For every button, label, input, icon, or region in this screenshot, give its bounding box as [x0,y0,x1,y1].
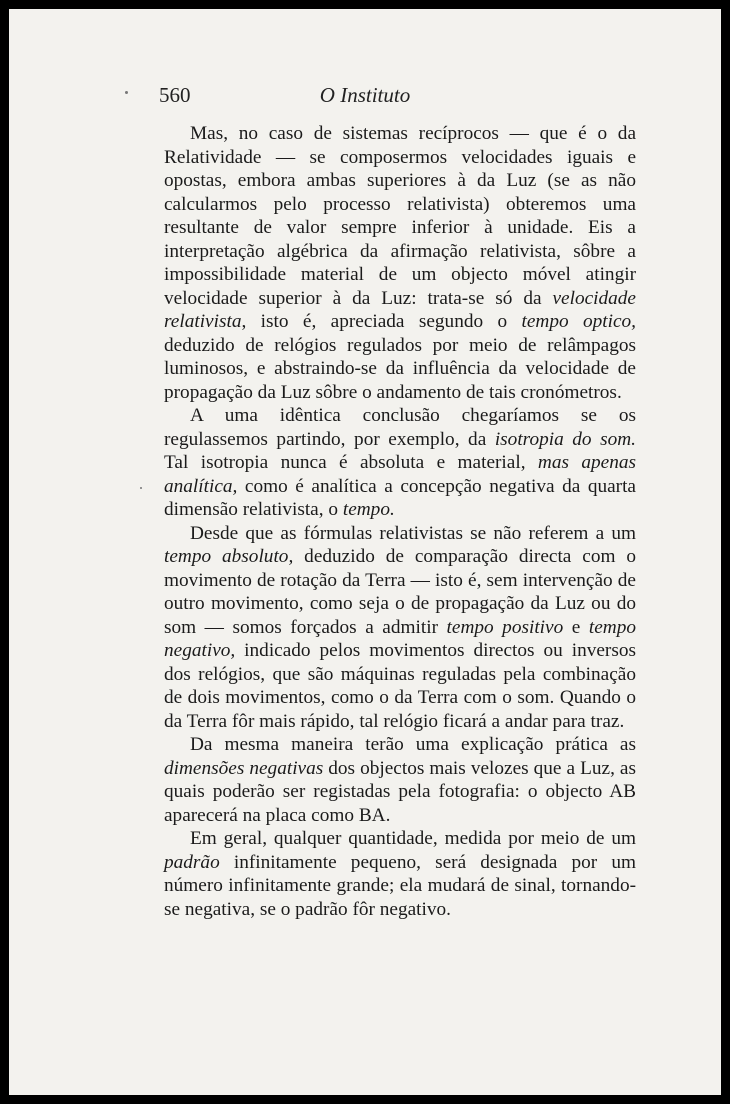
text-run: Tal isotropia nunca é absoluta e material, [164,452,538,473]
italic-phrase: mas apenas analítica, [164,452,636,497]
paragraph [164,122,636,404]
page-header [9,83,721,113]
running-title: O Instituto [319,83,411,107]
page-number: 560 [159,83,191,107]
text-run: infinitamente pequeno, será designada por um número infinitamente grande; ela mudará de sinal, tornando-se negativa, se o padrão fôr negativo. [164,851,636,920]
paper-speck [140,487,142,489]
text-run: indicado pelos movimentos directos ou inversos dos relógios, que são máquinas reguladas pela combinação de dois movimentos, como o da Terra com o som. Quando o da Terra fôr mais rápido, tal relógio ficará a andar para traz. [164,640,636,732]
text-run: Mas, no caso de sistemas recíprocos — que é o da Relatividade — se composermos velocidades iguais e opostas, embora ambas superiores à da Luz (se as não calcularmos pelo processo relativista) obteremos uma resultante de valor sempre inferior à unidade. Eis a interpretação algébrica da afirmação relativista, sôbre a impossibilidade material de um objecto móvel atingir velocidade superior à da Luz: trata-se só da [164,123,636,309]
text-run: Desde que as fórmulas relativistas se não referem a um [190,522,636,544]
italic-phrase: velocidade relativista [164,287,636,332]
italic-phrase: padrão [164,851,220,873]
book-page [9,9,721,1095]
text-run: e [563,616,589,638]
text-run: deduzido de relógios regulados por meio de relâmpagos luminosos, e abstraindo-se da influência da velocidade de propagação da Luz sôbre o andamento de tais cronómetros. [164,334,636,403]
text-run: , isto é, apreciada segundo o [241,311,522,332]
body-text [164,122,636,921]
text-run: dos objectos mais velozes que a Luz, as quais poderão ser registadas pela fotografia: o objecto AB aparecerá na placa como BA. [164,757,636,826]
italic-phrase: tempo. [342,499,395,520]
text-run: deduzido de comparação directa com o movimento de rotação da Terra — isto é, sem intervenção de outro movimento, como seja o de propagação da Luz ou do som — somos forçados a admitir [164,546,637,638]
text-run: Da mesma maneira terão uma explicação prática as [190,734,636,755]
text-run: A uma idêntica conclusão chegaríamos se os regulassemos partindo, por exemplo, da [164,405,636,450]
italic-phrase: tempo positivo [446,616,564,638]
italic-phrase: tempo optico, [521,311,636,332]
italic-phrase: tempo absoluto, [164,546,294,567]
paragraph [164,522,636,734]
paragraph [164,733,636,827]
italic-phrase: tempo negativo, [164,616,636,661]
text-run: como é analítica a concepção negativa da quarta dimensão relativista, o [164,475,636,520]
paragraph [164,404,636,522]
text-run: Em geral, qualquer quantidade, medida por meio de um [190,828,636,849]
italic-phrase: isotropia do som. [494,428,636,450]
paragraph [164,827,636,921]
italic-phrase: dimensões negativas [164,757,324,779]
